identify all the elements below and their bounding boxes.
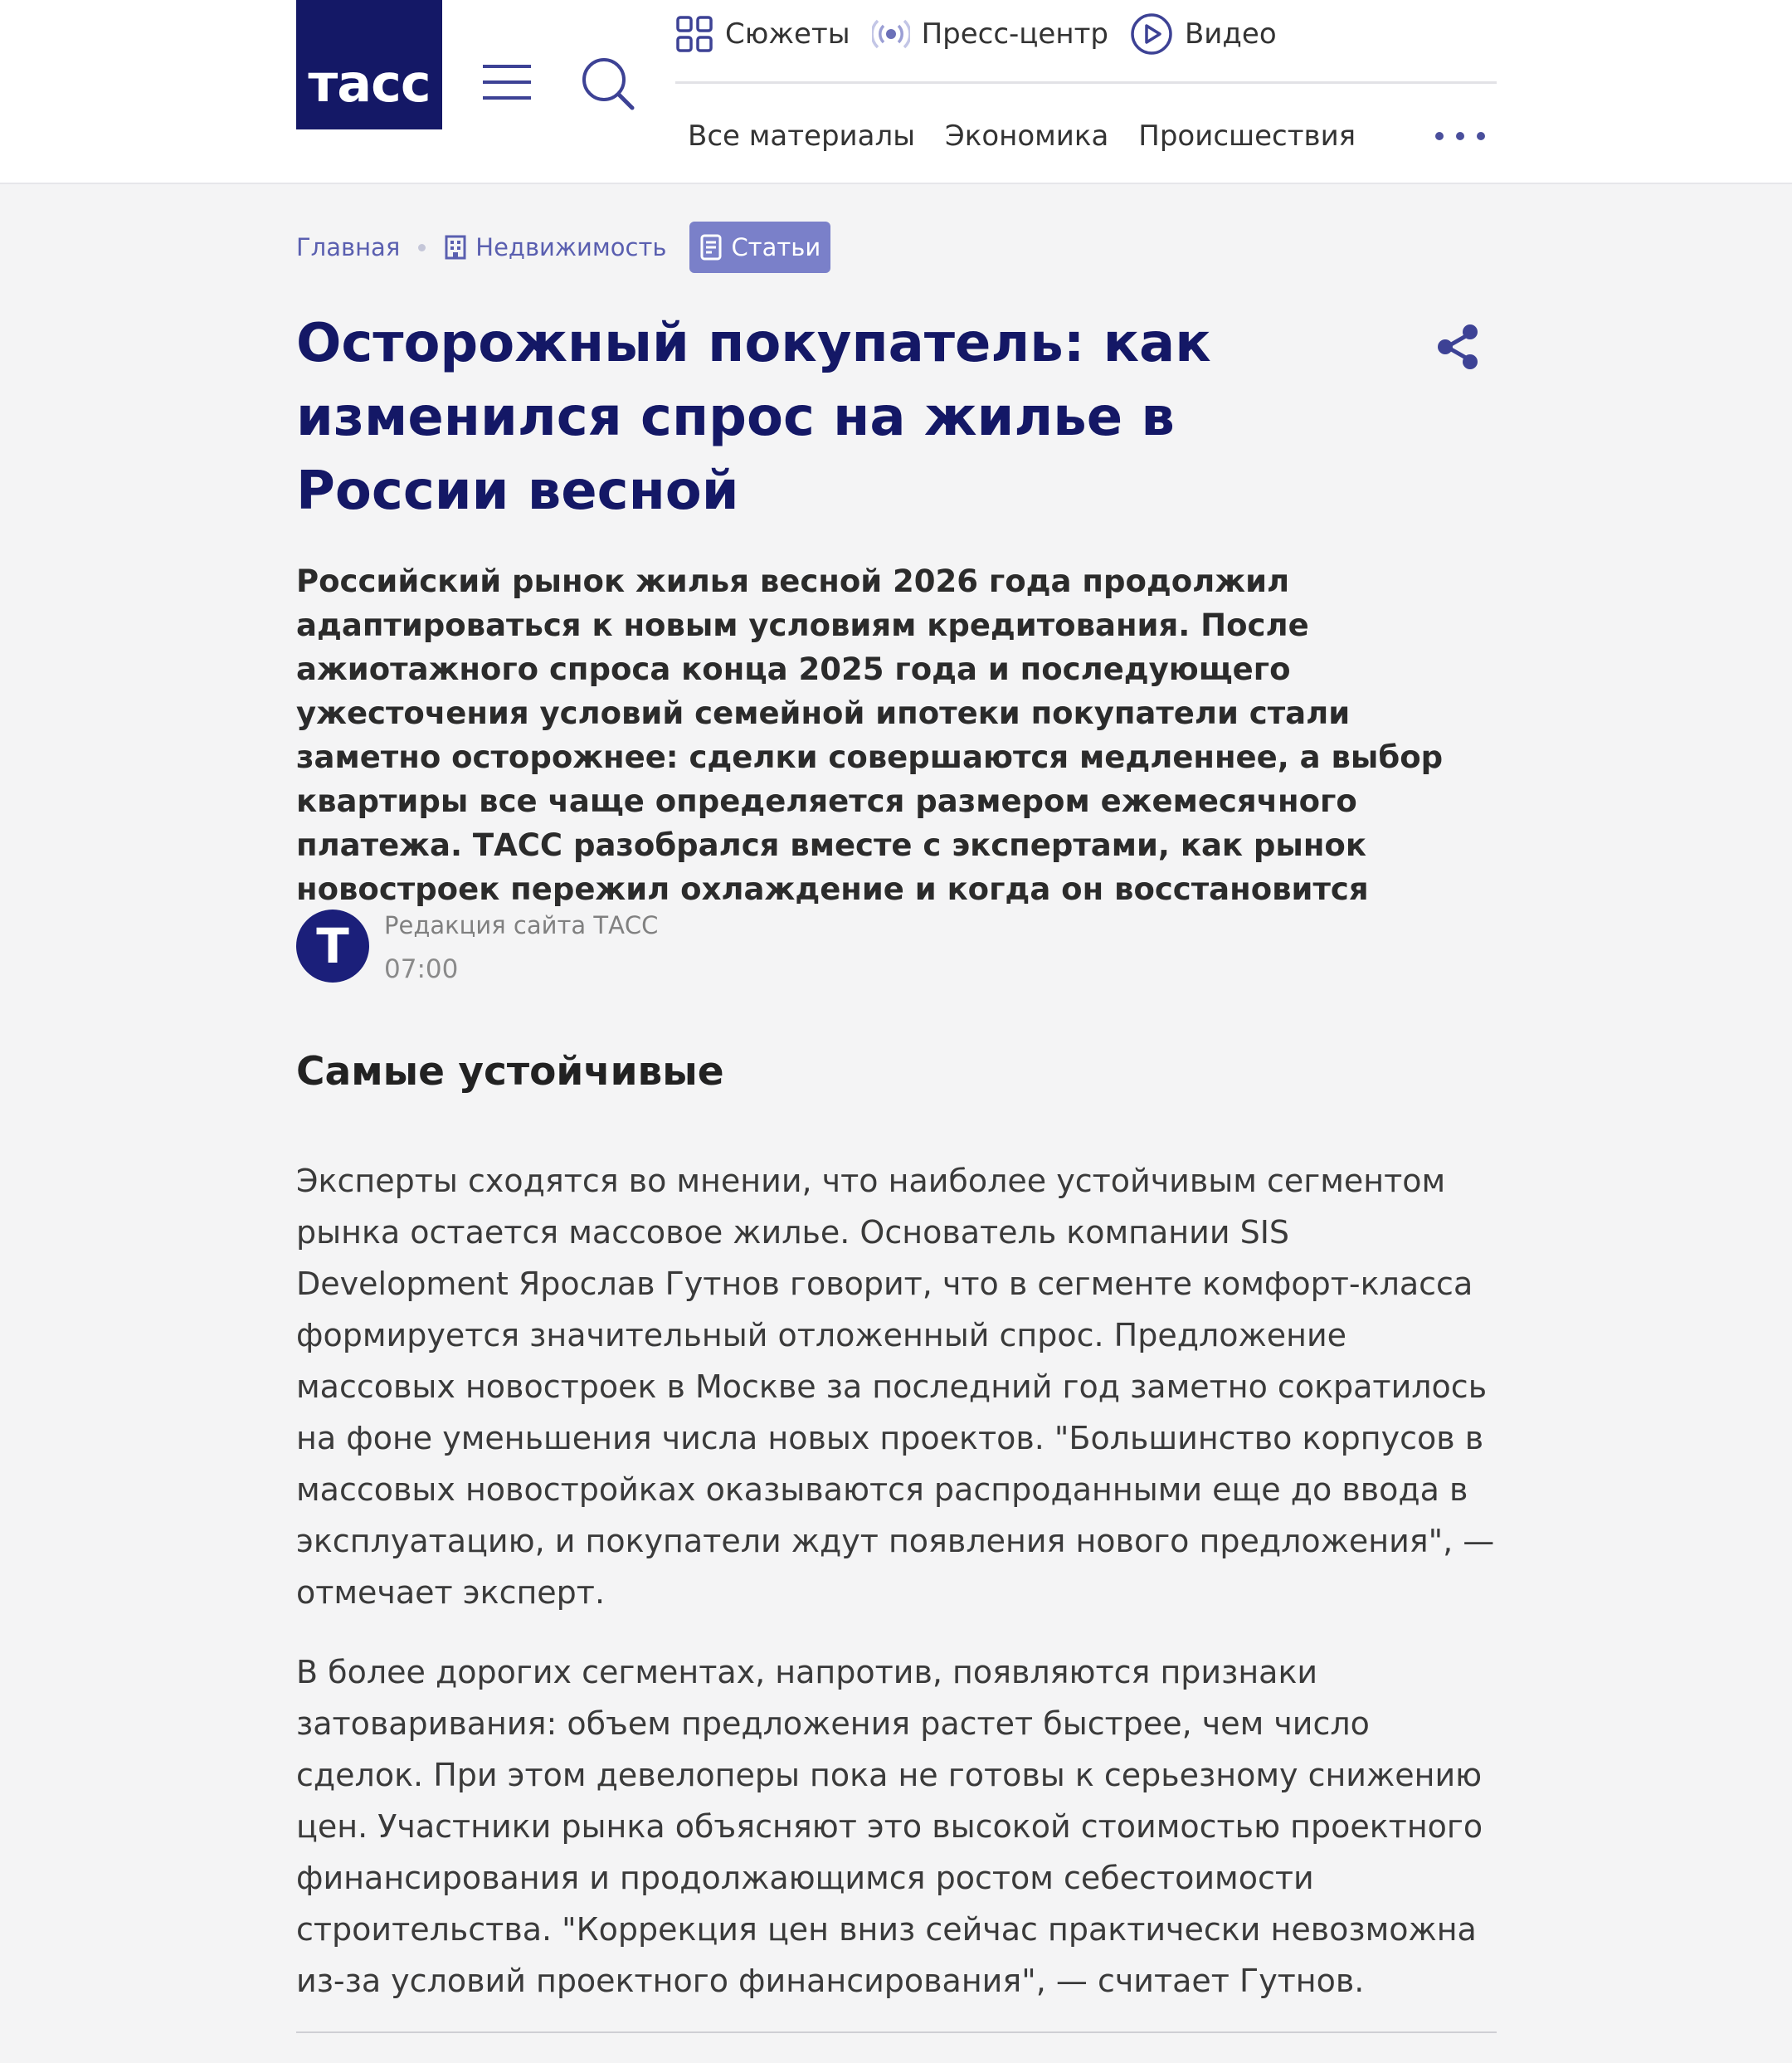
topnav-press-center-link[interactable]: [872, 15, 1108, 53]
category-incidents[interactable]: Происшествия: [1138, 119, 1356, 153]
category-economy[interactable]: Экономика: [945, 119, 1109, 153]
logo-text: тасс: [308, 53, 431, 114]
share-icon[interactable]: [1434, 322, 1483, 372]
category-all-materials[interactable]: Все материалы: [688, 119, 916, 153]
breadcrumb-home[interactable]: Главная: [296, 233, 401, 261]
article-paragraph: Эксперты сходятся во мнении, что наиболее устойчивым сегментом рынка остается массовое жилье. Основатель компании SIS Development Ярослав Гутнов говорит, что в сегменте комфорт-класса формируется значительный отложенный спрос. Предложение массовых новостроек в Москве за последний год заметно сократилось на фоне уменьшения числа новых проектов. "Большинство корпусов в массовых новостройках оказываются распроданными еще до ввода в эксплуатацию, и покупатели ждут появления нового предложения", — отмечает эксперт.: [296, 1163, 1495, 1611]
building-icon: [444, 235, 467, 260]
content-divider: [296, 2031, 1497, 2033]
publish-time: 07:00: [384, 954, 459, 984]
article-title: Осторожный покупатель: как изменился спрос на жилье в России весной: [296, 313, 1211, 522]
tass-logo[interactable]: [296, 0, 442, 129]
top-navigation: [675, 0, 1277, 68]
more-categories-icon[interactable]: [1435, 124, 1485, 148]
category-navigation: [688, 111, 1356, 161]
breadcrumb: [296, 221, 830, 274]
author-avatar: [296, 910, 369, 983]
author-avatar-initial: Т: [316, 918, 349, 974]
breadcrumb-tag-label: Статьи: [731, 233, 821, 261]
search-icon[interactable]: [581, 56, 635, 111]
article-lead: Российский рынок жилья весной 2026 года продолжил адаптироваться к новым условиям кредитования. После ажиотажного спроса конца 2025 года и последующего ужесточения условий семейной ипотеки покупатели стали заметно осторожнее: сделки совершаются медленнее, а выбор квартиры все чаще определяется размером ежемесячного платежа. ТАСС разобрался вместе с экспертами, как рынок новостроек пережил охлаждение и когда он восстановится: [296, 563, 1444, 907]
site-header: [0, 0, 1792, 184]
breadcrumb-rubric-label: Недвижимость: [475, 233, 667, 261]
hamburger-menu-icon[interactable]: [481, 61, 534, 105]
article-paragraph: В более дорогих сегментах, напротив, появляются признаки затоваривания: объем предложения растет быстрее, чем число сделок. При этом девелоперы пока не готовы к серьезному снижению цен. Участники рынка объясняют это высокой стоимостью проектного финансирования и продолжающимся ростом себестоимости строительства. "Коррекция цен вниз сейчас практически невозможна из-за условий проектного финансирования", — считает Гутнов.: [296, 1654, 1483, 1999]
topnav-press-center-label: Пресс-центр: [921, 17, 1108, 51]
topnav-stories-link[interactable]: [675, 15, 850, 53]
header-divider: [675, 81, 1497, 84]
breadcrumb-separator: [418, 244, 426, 251]
article-icon: [699, 234, 723, 261]
topnav-stories-label: Сюжеты: [725, 17, 850, 51]
play-circle-icon: [1130, 12, 1173, 56]
breadcrumb-rubric[interactable]: [444, 233, 666, 261]
topnav-video-label: Видео: [1184, 17, 1277, 51]
grid-icon: [675, 15, 713, 53]
author-name: Редакция сайта ТАСС: [384, 911, 659, 939]
breadcrumb-tag-articles[interactable]: [689, 222, 830, 273]
section-heading: Самые устойчивые: [296, 1049, 724, 1095]
topnav-video-link[interactable]: [1130, 12, 1277, 56]
broadcast-icon: [872, 15, 910, 53]
